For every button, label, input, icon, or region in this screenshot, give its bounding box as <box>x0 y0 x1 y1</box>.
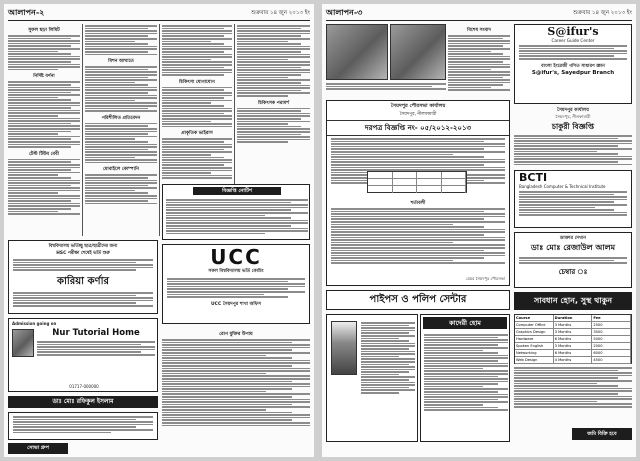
article-heading: রোগ মুক্তির উপায় <box>219 332 253 337</box>
body-text-block <box>326 83 446 90</box>
body-text-block <box>85 174 157 204</box>
body-text-block <box>9 413 157 436</box>
body-text-block <box>361 321 415 395</box>
course-table-cell: 3 Months <box>554 322 593 328</box>
article-heading: মিশন আঘাতে <box>108 59 134 65</box>
office-place: সৈয়দপুর, নীলফামারী <box>399 112 437 117</box>
bcti-title: BCTI <box>519 171 548 184</box>
left-masthead <box>8 7 310 21</box>
course-table-cell: 3500 <box>592 329 631 335</box>
body-text-block <box>448 35 510 91</box>
course-table-cell: Fee <box>592 315 631 321</box>
portrait-photo <box>12 329 34 357</box>
body-text-block <box>162 25 232 76</box>
doctor-bar-details <box>8 412 158 440</box>
article-heading: টেস্ট টিউব বেবী <box>29 151 59 157</box>
course-table-cell: Course <box>515 315 554 321</box>
job-office: সৈয়দপুর কার্যালয় <box>557 108 589 113</box>
right-paper-name: আলাপন-৩ <box>326 7 363 17</box>
body-text-block <box>515 255 631 266</box>
tender-notice <box>326 100 510 286</box>
course-table-cell: 2500 <box>592 322 631 328</box>
course-table-cell: 3 Months <box>554 329 593 335</box>
right-top-article <box>448 24 510 94</box>
job-office-place: সৈয়দপুর, নীলফামারী <box>555 114 591 119</box>
body-text-block <box>515 189 631 218</box>
nur-tutorial-ad <box>8 318 158 392</box>
bcti-subtitle: Bangladesh Computer & Technical Institute <box>519 184 606 189</box>
product-bottle-image <box>331 321 357 375</box>
saifur-title: S@ifur's <box>547 25 599 38</box>
article-heading: প্রাকৃতিক ভাইরাস <box>181 131 213 137</box>
doctor-intro: ডাক্তার দেখান <box>559 236 586 241</box>
saifur-subject: বাংলা ইংরেজী গণিত সাধারণ জ্ঞান <box>541 63 605 69</box>
body-text-block <box>166 198 308 235</box>
article-heading: সুফল ছড়া লিমিট <box>28 28 60 33</box>
tender-table <box>367 171 467 193</box>
job-notice <box>514 106 632 166</box>
body-text-block <box>163 275 309 301</box>
footer-right-tag: জমি বিক্রি হবে <box>572 428 632 440</box>
right-bottom-article <box>514 366 632 426</box>
doctor-ad <box>514 232 632 288</box>
course-table-cell: 4 Months <box>554 357 593 363</box>
news-photo-1 <box>326 24 388 80</box>
course-table-cell: 2000 <box>592 343 631 349</box>
photo-caption <box>326 82 446 96</box>
karia-intro: বিশ্ববিদ্যালয় ভর্তিচ্ছু ছাত্র/ছাত্রীদের জন্য <box>48 244 118 249</box>
course-table-row <box>515 322 631 329</box>
saifur-tagline: Career Guide Center <box>551 38 595 43</box>
course-table-row <box>515 336 631 343</box>
nur-title: Nur Tutorial Home <box>52 328 140 338</box>
footer-left-tag: সোভা গ্রুপ <box>8 443 68 454</box>
course-table-cell: Computer Office <box>515 322 554 328</box>
notice-number: দরপত্র বিজ্ঞপ্তি নং- ০৫/২০১২-২০১৩ <box>327 120 509 136</box>
course-table-cell: Web Design <box>515 357 554 363</box>
course-table-row <box>515 350 631 357</box>
article-heading: চিকিৎসক পরামর্শ <box>258 100 289 106</box>
doctor-chamber: চেম্বার ঃ <box>558 267 588 276</box>
course-table-row <box>515 343 631 350</box>
nur-phone: 01717-000000 <box>69 384 99 389</box>
course-table-cell: Duration <box>554 315 593 321</box>
course-table-cell: 6 Months <box>554 350 593 356</box>
body-text-block <box>8 159 80 215</box>
karia-title: কারিয়া কর্ণার <box>57 275 109 287</box>
dark-slogan-ad: সাবধান হোন, সুস্থ থাকুন <box>514 292 632 310</box>
course-table-cell: 6 Months <box>554 336 593 342</box>
body-text-block <box>9 257 157 273</box>
left-column-3 <box>162 24 232 204</box>
notice-box <box>162 184 310 240</box>
doctor-bar: ডাঃ মোঃ রফিকুল ইসলাম <box>8 396 158 408</box>
right-masthead <box>326 7 632 21</box>
body-text-block <box>85 66 157 112</box>
signature: মেয়র সৈয়দপুর পৌরসভা <box>465 276 505 281</box>
pipes-ad <box>326 290 510 310</box>
column-rule <box>159 24 160 236</box>
ucc-title: UCC <box>210 245 262 269</box>
karia-corner-ad <box>8 240 158 314</box>
body-text-block <box>8 81 80 147</box>
left-page <box>4 4 314 457</box>
body-text-block <box>515 43 631 62</box>
course-table-cell: 5000 <box>592 336 631 342</box>
body-text-block <box>85 25 157 55</box>
left-lower-articles <box>162 328 310 438</box>
article-heading: নির্দিষ্ট বর্ণনা <box>33 74 55 80</box>
course-table-row <box>515 357 631 364</box>
left-paper-name: আলাপন-২ <box>8 7 45 17</box>
course-table-row <box>515 329 631 336</box>
column-rule <box>82 24 83 236</box>
left-date: শুক্রবার ১৪ জুন ২০১৩ ইং <box>251 9 310 16</box>
home-ad-title: কাদেরী হোম <box>423 317 507 329</box>
course-table-cell: 6000 <box>592 350 631 356</box>
ucc-ad <box>162 244 310 324</box>
right-date: শুক্রবার ১৪ জুন ২০১৩ ইং <box>573 9 632 16</box>
notice-title: বিজ্ঞপ্তি নোটিশ <box>193 187 281 195</box>
body-text-block <box>237 25 310 97</box>
ucc-branch: UCC সৈয়দপুর শাখা অফিস <box>211 301 261 307</box>
body-text-block <box>162 138 232 179</box>
product-ad <box>326 314 418 442</box>
left-column-2 <box>85 24 157 236</box>
saifur-ad <box>514 24 632 104</box>
body-text-block <box>162 339 310 426</box>
conditions-title: শর্তাবলী <box>410 201 426 206</box>
left-column-1 <box>8 24 80 236</box>
caption-heading: বিশেষ সংবাদ <box>467 28 491 33</box>
course-table-cell: Graphics Design <box>515 329 554 335</box>
doctor-name: ডাঃ মোঃ রেজাউল আলম <box>530 243 616 252</box>
body-text-block <box>85 123 157 164</box>
course-table-cell: 3 Months <box>554 343 593 349</box>
body-text-block <box>514 135 632 166</box>
saifur-branch: S@ifur's, Sayedpur Branch <box>531 69 615 76</box>
article-heading: চিকিৎসা যোগাযোগ <box>179 79 215 85</box>
nur-label: Admission going on <box>12 321 57 326</box>
pipes-title: পাইপস ও পলিপ সেন্টার <box>369 294 467 305</box>
right-page <box>322 4 636 457</box>
body-text-block <box>514 367 632 408</box>
course-table-cell: 4500 <box>592 357 631 363</box>
course-table-cell: Hardware <box>515 336 554 342</box>
karia-program: HSC পরীক্ষা শেষেই ভর্তি শুরু <box>56 251 110 256</box>
body-text-block <box>9 292 157 307</box>
home-ad <box>420 314 510 442</box>
job-notice-title: চাকুরী বিজ্ঞপ্তি <box>551 122 595 131</box>
body-text-block <box>424 333 508 412</box>
body-text-block <box>327 208 509 264</box>
ucc-subtitle: সকল বিশ্ববিদ্যালয় ভর্তি কোচিং <box>208 269 264 274</box>
course-table-cell: Networking <box>515 350 554 356</box>
body-text-block <box>8 35 80 70</box>
news-photo-2 <box>390 24 446 80</box>
body-text-block <box>237 108 310 143</box>
course-table <box>514 314 632 364</box>
article-heading: মোবাইলে কোম্পানি <box>102 167 139 173</box>
body-text-block <box>162 87 232 128</box>
office-title: সৈয়দপুর পৌরসভা কার্যালয় <box>390 103 446 109</box>
course-table-cell: Spoken English <box>515 343 554 349</box>
left-column-4 <box>237 24 310 184</box>
course-table-row <box>515 315 631 322</box>
body-text-block <box>37 340 155 357</box>
article-heading: পরিশীলিত প্রতিবেদন <box>101 115 141 121</box>
bcti-ad <box>514 170 632 228</box>
